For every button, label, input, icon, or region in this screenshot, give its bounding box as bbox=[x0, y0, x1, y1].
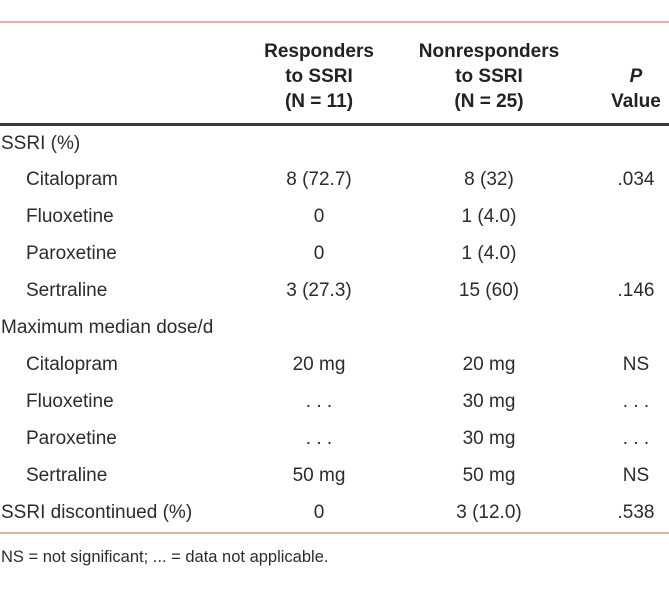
responders-cell bbox=[238, 310, 400, 347]
header-nonresponders bbox=[400, 23, 578, 125]
row-label: Fluoxetine bbox=[26, 206, 114, 227]
nonresponders-cell: 1 (4.0) bbox=[461, 243, 517, 264]
pvalue-cell bbox=[578, 310, 669, 347]
nonresponders-cell bbox=[400, 310, 578, 347]
p-italic: P bbox=[629, 66, 643, 87]
pvalue-cell bbox=[578, 199, 669, 236]
table-footnote: NS = not significant; ... = data not applicable. bbox=[1, 547, 329, 566]
table-row bbox=[0, 347, 669, 384]
responders-cell: 0 bbox=[313, 502, 325, 523]
responders-cell: . . . bbox=[305, 428, 333, 449]
responders-cell: 3 (27.3) bbox=[286, 280, 352, 301]
header-responders bbox=[238, 23, 400, 125]
pvalue-cell: NS bbox=[622, 354, 650, 375]
responders-cell: 8 (72.7) bbox=[286, 169, 352, 190]
row-label: SSRI discontinued (%) bbox=[1, 502, 193, 523]
table-row-section bbox=[0, 125, 669, 162]
header-line: to SSRI bbox=[285, 66, 353, 87]
nonresponders-cell: 30 mg bbox=[462, 428, 516, 449]
header-p-value bbox=[578, 23, 669, 125]
pvalue-cell: . . . bbox=[622, 391, 650, 412]
responders-cell bbox=[238, 125, 400, 162]
responders-cell: . . . bbox=[305, 391, 333, 412]
row-label: Paroxetine bbox=[26, 243, 117, 264]
table-row bbox=[0, 384, 669, 421]
row-label: SSRI (%) bbox=[1, 132, 81, 154]
header-line: Responders bbox=[264, 41, 374, 62]
responders-cell: 0 bbox=[313, 243, 325, 264]
pvalue-cell bbox=[578, 236, 669, 273]
bottom-red-rule bbox=[0, 532, 669, 534]
header-line: to SSRI bbox=[455, 66, 523, 87]
nonresponders-cell: 50 mg bbox=[462, 465, 516, 486]
pvalue-cell: .146 bbox=[617, 280, 655, 301]
value-word: Value bbox=[611, 91, 661, 112]
pvalue-cell: .538 bbox=[617, 502, 655, 523]
row-label: Citalopram bbox=[26, 354, 118, 375]
row-label: Sertraline bbox=[26, 280, 108, 301]
responders-cell: 50 mg bbox=[292, 465, 346, 486]
table-row-section bbox=[0, 310, 669, 347]
header-row bbox=[0, 23, 669, 125]
responders-cell: 20 mg bbox=[292, 354, 346, 375]
nonresponders-cell: 30 mg bbox=[462, 391, 516, 412]
table-row bbox=[0, 458, 669, 495]
table-header bbox=[0, 23, 669, 125]
responders-cell: 0 bbox=[313, 206, 325, 227]
row-label: Fluoxetine bbox=[26, 391, 114, 412]
header-line: (N = 11) bbox=[284, 91, 354, 112]
header-line: (N = 25) bbox=[454, 91, 524, 112]
table-row bbox=[0, 273, 669, 310]
pvalue-cell: .034 bbox=[617, 169, 655, 190]
row-label: Maximum median dose/d bbox=[1, 317, 214, 338]
table-row-section bbox=[0, 495, 669, 532]
row-label: Paroxetine bbox=[26, 428, 117, 449]
pvalue-cell: . . . bbox=[622, 428, 650, 449]
table-row bbox=[0, 162, 669, 199]
header-line: Nonresponders bbox=[418, 41, 560, 62]
table-row bbox=[0, 236, 669, 273]
table-body bbox=[0, 125, 669, 532]
row-label: Citalopram bbox=[26, 169, 118, 190]
pvalue-cell bbox=[578, 125, 669, 162]
header-empty-cell bbox=[0, 23, 238, 125]
table-row bbox=[0, 199, 669, 236]
ssri-comparison-table bbox=[0, 23, 669, 532]
pvalue-cell: NS bbox=[622, 465, 650, 486]
nonresponders-cell bbox=[400, 125, 578, 162]
table-row bbox=[0, 421, 669, 458]
nonresponders-cell: 1 (4.0) bbox=[461, 206, 517, 227]
nonresponders-cell: 8 (32) bbox=[464, 169, 514, 190]
nonresponders-cell: 3 (12.0) bbox=[456, 502, 522, 523]
nonresponders-cell: 20 mg bbox=[462, 354, 516, 375]
nonresponders-cell: 15 (60) bbox=[458, 280, 520, 301]
row-label: Sertraline bbox=[26, 465, 108, 486]
